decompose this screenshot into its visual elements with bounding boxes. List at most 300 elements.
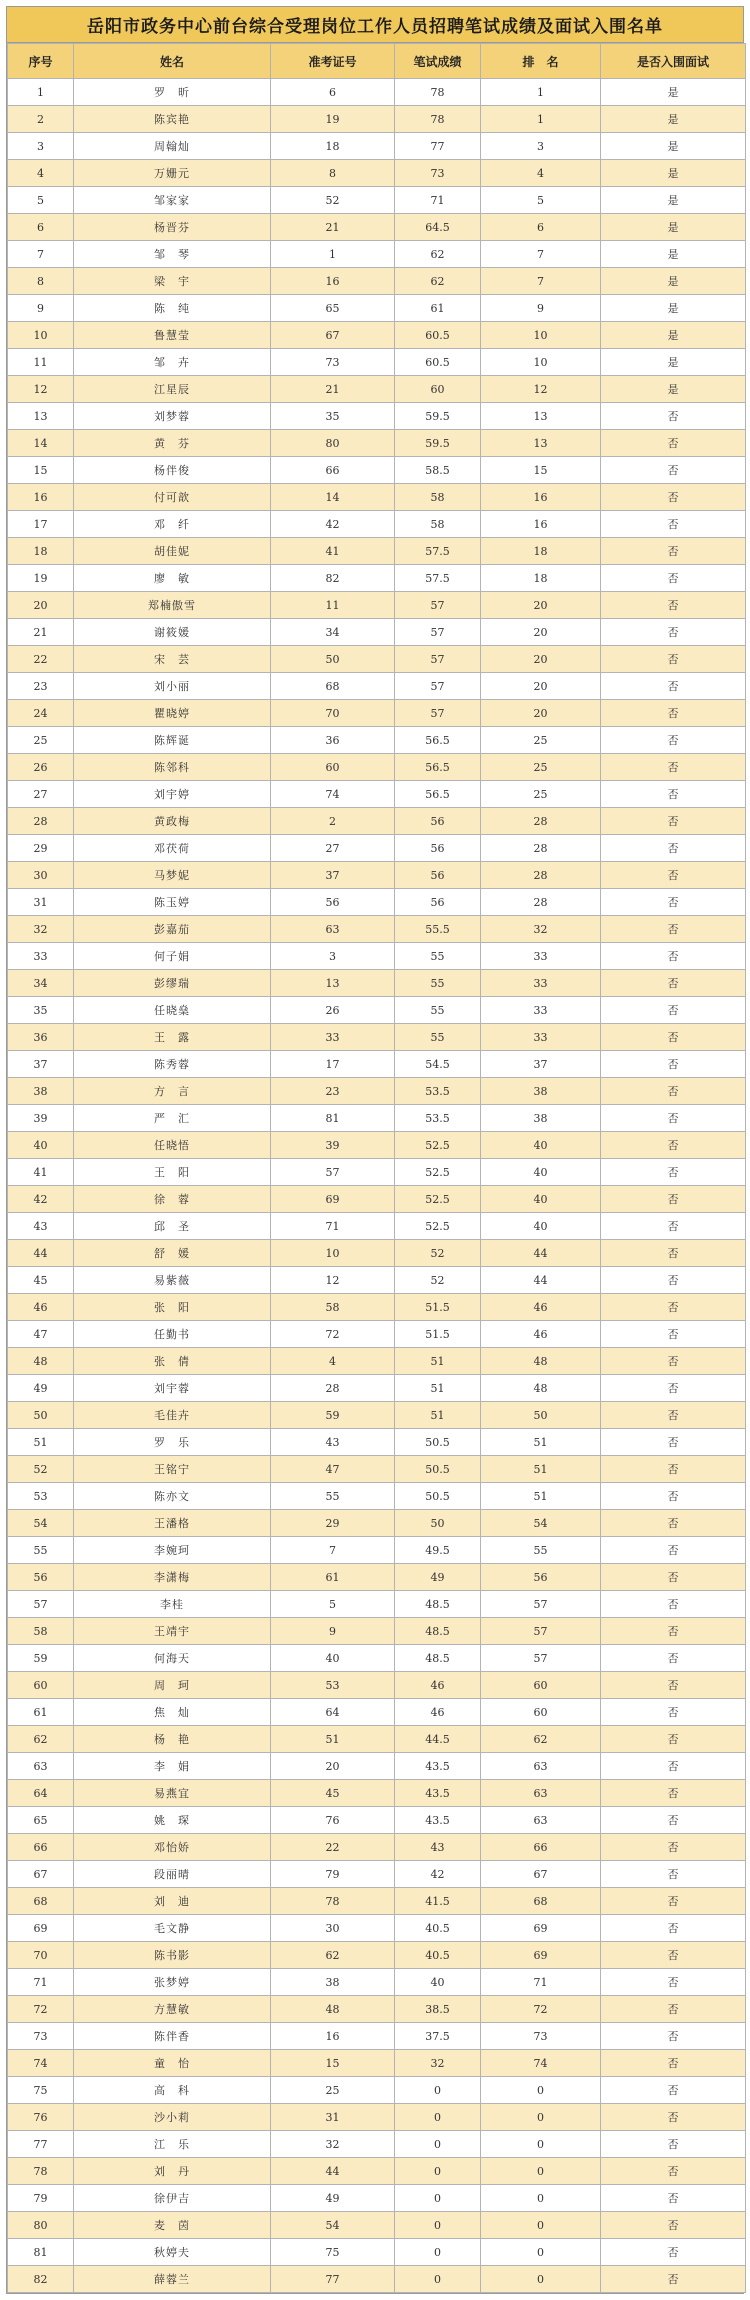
table-row: [8, 214, 746, 241]
cell-score: 58: [395, 484, 481, 511]
table-row: [8, 1672, 746, 1699]
cell-exam-id: 1: [271, 241, 395, 268]
cell-interview: 是: [601, 106, 746, 133]
cell-index: 73: [8, 2023, 74, 2050]
table-row: [8, 1618, 746, 1645]
cell-index: 37: [8, 1051, 74, 1078]
cell-name: 王潘格: [74, 1510, 271, 1537]
cell-index: 70: [8, 1942, 74, 1969]
cell-name: 王靖宇: [74, 1618, 271, 1645]
cell-rank: 48: [481, 1375, 601, 1402]
cell-score: 77: [395, 133, 481, 160]
cell-score: 51.5: [395, 1321, 481, 1348]
cell-rank: 0: [481, 2239, 601, 2266]
cell-name: 陈书影: [74, 1942, 271, 1969]
table-row: [8, 2239, 746, 2266]
table-row: [8, 862, 746, 889]
cell-name: 邹 琴: [74, 241, 271, 268]
cell-rank: 13: [481, 430, 601, 457]
cell-index: 68: [8, 1888, 74, 1915]
cell-score: 78: [395, 79, 481, 106]
cell-index: 17: [8, 511, 74, 538]
cell-rank: 3: [481, 133, 601, 160]
cell-exam-id: 43: [271, 1429, 395, 1456]
table-row: [8, 1105, 746, 1132]
cell-exam-id: 41: [271, 538, 395, 565]
cell-score: 57: [395, 592, 481, 619]
cell-name: 易燕宜: [74, 1780, 271, 1807]
cell-score: 53.5: [395, 1105, 481, 1132]
cell-interview: 否: [601, 889, 746, 916]
table-row: [8, 916, 746, 943]
cell-name: 陈亦文: [74, 1483, 271, 1510]
cell-exam-id: 15: [271, 2050, 395, 2077]
cell-index: 62: [8, 1726, 74, 1753]
cell-index: 55: [8, 1537, 74, 1564]
cell-rank: 1: [481, 106, 601, 133]
cell-interview: 是: [601, 376, 746, 403]
cell-score: 57: [395, 646, 481, 673]
cell-exam-id: 18: [271, 133, 395, 160]
cell-score: 50.5: [395, 1456, 481, 1483]
table-row: [8, 700, 746, 727]
table-row: [8, 970, 746, 997]
cell-index: 47: [8, 1321, 74, 1348]
cell-rank: 33: [481, 997, 601, 1024]
cell-score: 58: [395, 511, 481, 538]
cell-exam-id: 66: [271, 457, 395, 484]
cell-score: 0: [395, 2131, 481, 2158]
table-row: [8, 1726, 746, 1753]
cell-rank: 38: [481, 1105, 601, 1132]
table-row: [8, 1348, 746, 1375]
cell-name: 麦 茵: [74, 2212, 271, 2239]
cell-interview: 否: [601, 619, 746, 646]
cell-interview: 否: [601, 916, 746, 943]
cell-name: 薛蓉兰: [74, 2266, 271, 2293]
cell-exam-id: 65: [271, 295, 395, 322]
cell-rank: 57: [481, 1645, 601, 1672]
table-row: [8, 619, 746, 646]
cell-exam-id: 40: [271, 1645, 395, 1672]
cell-name: 毛佳卉: [74, 1402, 271, 1429]
table-row: [8, 1996, 746, 2023]
cell-name: 李潇梅: [74, 1564, 271, 1591]
cell-index: 40: [8, 1132, 74, 1159]
cell-index: 25: [8, 727, 74, 754]
cell-interview: 是: [601, 187, 746, 214]
cell-interview: 否: [601, 1510, 746, 1537]
table-row: [8, 2158, 746, 2185]
cell-index: 2: [8, 106, 74, 133]
cell-rank: 18: [481, 565, 601, 592]
cell-interview: 否: [601, 1159, 746, 1186]
cell-score: 56: [395, 889, 481, 916]
cell-interview: 否: [601, 430, 746, 457]
table-row: [8, 1051, 746, 1078]
cell-exam-id: 33: [271, 1024, 395, 1051]
cell-rank: 0: [481, 2266, 601, 2293]
table-row: [8, 1132, 746, 1159]
cell-name: 沙小莉: [74, 2104, 271, 2131]
cell-rank: 28: [481, 889, 601, 916]
cell-score: 43: [395, 1834, 481, 1861]
cell-exam-id: 28: [271, 1375, 395, 1402]
cell-rank: 4: [481, 160, 601, 187]
cell-name: 王铭宁: [74, 1456, 271, 1483]
cell-exam-id: 10: [271, 1240, 395, 1267]
cell-exam-id: 20: [271, 1753, 395, 1780]
cell-index: 11: [8, 349, 74, 376]
cell-score: 57.5: [395, 538, 481, 565]
cell-interview: 否: [601, 1132, 746, 1159]
cell-index: 75: [8, 2077, 74, 2104]
cell-name: 鲁慧莹: [74, 322, 271, 349]
cell-index: 61: [8, 1699, 74, 1726]
cell-index: 82: [8, 2266, 74, 2293]
cell-interview: 否: [601, 1564, 746, 1591]
table-row: [8, 511, 746, 538]
cell-interview: 否: [601, 2266, 746, 2293]
cell-name: 严 汇: [74, 1105, 271, 1132]
cell-rank: 51: [481, 1483, 601, 1510]
table-row: [8, 1078, 746, 1105]
cell-name: 姚 琛: [74, 1807, 271, 1834]
cell-exam-id: 30: [271, 1915, 395, 1942]
cell-rank: 73: [481, 2023, 601, 2050]
cell-score: 55: [395, 1024, 481, 1051]
cell-rank: 5: [481, 187, 601, 214]
cell-score: 57: [395, 700, 481, 727]
cell-score: 0: [395, 2077, 481, 2104]
cell-interview: 否: [601, 646, 746, 673]
table-row: [8, 268, 746, 295]
cell-interview: 否: [601, 1753, 746, 1780]
cell-name: 邹 卉: [74, 349, 271, 376]
cell-interview: 是: [601, 79, 746, 106]
cell-interview: 否: [601, 2239, 746, 2266]
table-row: [8, 349, 746, 376]
cell-index: 69: [8, 1915, 74, 1942]
cell-rank: 25: [481, 727, 601, 754]
cell-exam-id: 17: [271, 1051, 395, 1078]
cell-interview: 否: [601, 1402, 746, 1429]
cell-interview: 否: [601, 1780, 746, 1807]
cell-interview: 否: [601, 592, 746, 619]
cell-exam-id: 47: [271, 1456, 395, 1483]
cell-exam-id: 9: [271, 1618, 395, 1645]
cell-name: 刘小丽: [74, 673, 271, 700]
cell-score: 56: [395, 862, 481, 889]
table-row: [8, 376, 746, 403]
cell-exam-id: 81: [271, 1105, 395, 1132]
cell-rank: 20: [481, 592, 601, 619]
cell-name: 方慧敏: [74, 1996, 271, 2023]
cell-rank: 33: [481, 943, 601, 970]
cell-exam-id: 63: [271, 916, 395, 943]
cell-index: 74: [8, 2050, 74, 2077]
cell-name: 陈伴香: [74, 2023, 271, 2050]
cell-interview: 否: [601, 403, 746, 430]
cell-exam-id: 2: [271, 808, 395, 835]
cell-index: 7: [8, 241, 74, 268]
cell-exam-id: 77: [271, 2266, 395, 2293]
cell-interview: 否: [601, 1834, 746, 1861]
cell-interview: 否: [601, 1699, 746, 1726]
cell-rank: 72: [481, 1996, 601, 2023]
table-row: [8, 889, 746, 916]
cell-score: 37.5: [395, 2023, 481, 2050]
cell-interview: 否: [601, 1213, 746, 1240]
table-row: [8, 727, 746, 754]
table-row: [8, 322, 746, 349]
cell-index: 20: [8, 592, 74, 619]
cell-score: 64.5: [395, 214, 481, 241]
cell-rank: 9: [481, 295, 601, 322]
cell-score: 62: [395, 241, 481, 268]
cell-rank: 20: [481, 673, 601, 700]
cell-name: 李婉珂: [74, 1537, 271, 1564]
cell-name: 付可歆: [74, 484, 271, 511]
cell-exam-id: 27: [271, 835, 395, 862]
cell-rank: 0: [481, 2212, 601, 2239]
table-row: [8, 2104, 746, 2131]
cell-score: 71: [395, 187, 481, 214]
cell-interview: 否: [601, 943, 746, 970]
cell-score: 57.5: [395, 565, 481, 592]
cell-score: 50.5: [395, 1429, 481, 1456]
cell-score: 56.5: [395, 781, 481, 808]
cell-exam-id: 3: [271, 943, 395, 970]
cell-index: 81: [8, 2239, 74, 2266]
cell-index: 64: [8, 1780, 74, 1807]
cell-index: 48: [8, 1348, 74, 1375]
cell-index: 60: [8, 1672, 74, 1699]
table-row: [8, 1969, 746, 1996]
cell-exam-id: 73: [271, 349, 395, 376]
cell-name: 高 科: [74, 2077, 271, 2104]
cell-interview: 否: [601, 538, 746, 565]
cell-interview: 否: [601, 835, 746, 862]
table-row: [8, 2131, 746, 2158]
cell-interview: 否: [601, 1726, 746, 1753]
cell-index: 78: [8, 2158, 74, 2185]
cell-interview: 否: [601, 2212, 746, 2239]
cell-name: 江星辰: [74, 376, 271, 403]
cell-name: 梁 宇: [74, 268, 271, 295]
table-row: [8, 430, 746, 457]
cell-interview: 否: [601, 1186, 746, 1213]
cell-index: 76: [8, 2104, 74, 2131]
cell-rank: 55: [481, 1537, 601, 1564]
table-row: [8, 1564, 746, 1591]
cell-index: 65: [8, 1807, 74, 1834]
cell-rank: 40: [481, 1159, 601, 1186]
table-row: [8, 1942, 746, 1969]
cell-rank: 63: [481, 1753, 601, 1780]
table-row: [8, 1915, 746, 1942]
cell-score: 42: [395, 1861, 481, 1888]
table-row: [8, 2266, 746, 2293]
cell-index: 6: [8, 214, 74, 241]
cell-rank: 7: [481, 241, 601, 268]
table-row: [8, 1321, 746, 1348]
cell-interview: 是: [601, 214, 746, 241]
cell-index: 80: [8, 2212, 74, 2239]
header-exam-id: 准考证号: [271, 44, 395, 79]
cell-rank: 20: [481, 646, 601, 673]
table-row: [8, 1402, 746, 1429]
cell-exam-id: 32: [271, 2131, 395, 2158]
cell-exam-id: 12: [271, 1267, 395, 1294]
cell-score: 0: [395, 2266, 481, 2293]
table-row: [8, 1375, 746, 1402]
cell-name: 宋 芸: [74, 646, 271, 673]
cell-score: 43.5: [395, 1753, 481, 1780]
cell-name: 瞿晓婷: [74, 700, 271, 727]
cell-score: 53.5: [395, 1078, 481, 1105]
cell-interview: 否: [601, 1267, 746, 1294]
cell-name: 李桂: [74, 1591, 271, 1618]
cell-interview: 否: [601, 1645, 746, 1672]
cell-rank: 37: [481, 1051, 601, 1078]
table-row: [8, 295, 746, 322]
table-row: [8, 1807, 746, 1834]
cell-interview: 否: [601, 862, 746, 889]
cell-index: 56: [8, 1564, 74, 1591]
results-table: [7, 43, 746, 2293]
cell-name: 周 珂: [74, 1672, 271, 1699]
cell-name: 方 言: [74, 1078, 271, 1105]
table-header-row: [8, 44, 746, 79]
cell-score: 56: [395, 808, 481, 835]
cell-rank: 68: [481, 1888, 601, 1915]
cell-name: 陈宾艳: [74, 106, 271, 133]
cell-interview: 否: [601, 565, 746, 592]
cell-index: 21: [8, 619, 74, 646]
cell-name: 徐伊吉: [74, 2185, 271, 2212]
cell-rank: 40: [481, 1186, 601, 1213]
cell-exam-id: 54: [271, 2212, 395, 2239]
cell-index: 23: [8, 673, 74, 700]
cell-name: 易紫薇: [74, 1267, 271, 1294]
cell-name: 李 娟: [74, 1753, 271, 1780]
table-row: [8, 997, 746, 1024]
cell-index: 41: [8, 1159, 74, 1186]
cell-interview: 否: [601, 2104, 746, 2131]
cell-exam-id: 45: [271, 1780, 395, 1807]
cell-exam-id: 14: [271, 484, 395, 511]
cell-exam-id: 71: [271, 1213, 395, 1240]
cell-exam-id: 70: [271, 700, 395, 727]
cell-exam-id: 76: [271, 1807, 395, 1834]
cell-rank: 54: [481, 1510, 601, 1537]
cell-index: 15: [8, 457, 74, 484]
cell-score: 46: [395, 1672, 481, 1699]
cell-interview: 否: [601, 1861, 746, 1888]
cell-name: 邓 纤: [74, 511, 271, 538]
cell-exam-id: 58: [271, 1294, 395, 1321]
cell-name: 刘宇蓉: [74, 1375, 271, 1402]
cell-index: 53: [8, 1483, 74, 1510]
cell-score: 51: [395, 1402, 481, 1429]
cell-interview: 是: [601, 349, 746, 376]
cell-index: 63: [8, 1753, 74, 1780]
cell-rank: 0: [481, 2158, 601, 2185]
table-row: [8, 592, 746, 619]
cell-rank: 60: [481, 1699, 601, 1726]
cell-exam-id: 34: [271, 619, 395, 646]
cell-interview: 否: [601, 1996, 746, 2023]
cell-index: 59: [8, 1645, 74, 1672]
cell-interview: 否: [601, 511, 746, 538]
cell-exam-id: 53: [271, 1672, 395, 1699]
cell-interview: 否: [601, 1105, 746, 1132]
cell-score: 0: [395, 2104, 481, 2131]
cell-score: 51.5: [395, 1294, 481, 1321]
cell-interview: 否: [601, 1537, 746, 1564]
cell-exam-id: 19: [271, 106, 395, 133]
cell-index: 35: [8, 997, 74, 1024]
cell-name: 黄 芬: [74, 430, 271, 457]
cell-name: 王 露: [74, 1024, 271, 1051]
cell-exam-id: 38: [271, 1969, 395, 1996]
cell-rank: 44: [481, 1267, 601, 1294]
table-row: [8, 1456, 746, 1483]
cell-interview: 否: [601, 2023, 746, 2050]
cell-index: 8: [8, 268, 74, 295]
cell-name: 廖 敏: [74, 565, 271, 592]
cell-index: 4: [8, 160, 74, 187]
cell-name: 刘宇婷: [74, 781, 271, 808]
cell-interview: 否: [601, 457, 746, 484]
cell-exam-id: 72: [271, 1321, 395, 1348]
cell-index: 3: [8, 133, 74, 160]
cell-name: 焦 灿: [74, 1699, 271, 1726]
cell-rank: 0: [481, 2185, 601, 2212]
cell-name: 黄政梅: [74, 808, 271, 835]
cell-name: 张 阳: [74, 1294, 271, 1321]
cell-exam-id: 16: [271, 268, 395, 295]
cell-score: 51: [395, 1375, 481, 1402]
cell-score: 61: [395, 295, 481, 322]
cell-name: 舒 媛: [74, 1240, 271, 1267]
cell-interview: 否: [601, 727, 746, 754]
cell-score: 43.5: [395, 1780, 481, 1807]
cell-exam-id: 59: [271, 1402, 395, 1429]
table-row: [8, 1537, 746, 1564]
cell-interview: 否: [601, 1915, 746, 1942]
cell-index: 77: [8, 2131, 74, 2158]
cell-exam-id: 21: [271, 214, 395, 241]
table-row: [8, 538, 746, 565]
cell-rank: 44: [481, 1240, 601, 1267]
table-row: [8, 1753, 746, 1780]
cell-index: 38: [8, 1078, 74, 1105]
table-row: [8, 403, 746, 430]
cell-exam-id: 37: [271, 862, 395, 889]
cell-name: 马梦妮: [74, 862, 271, 889]
cell-score: 50: [395, 1510, 481, 1537]
table-row: [8, 835, 746, 862]
results-sheet: [6, 6, 744, 2294]
cell-name: 任勤书: [74, 1321, 271, 1348]
cell-score: 52.5: [395, 1213, 481, 1240]
cell-name: 杨晋芬: [74, 214, 271, 241]
cell-index: 12: [8, 376, 74, 403]
cell-name: 秋婷夫: [74, 2239, 271, 2266]
cell-name: 郑楠傲雪: [74, 592, 271, 619]
